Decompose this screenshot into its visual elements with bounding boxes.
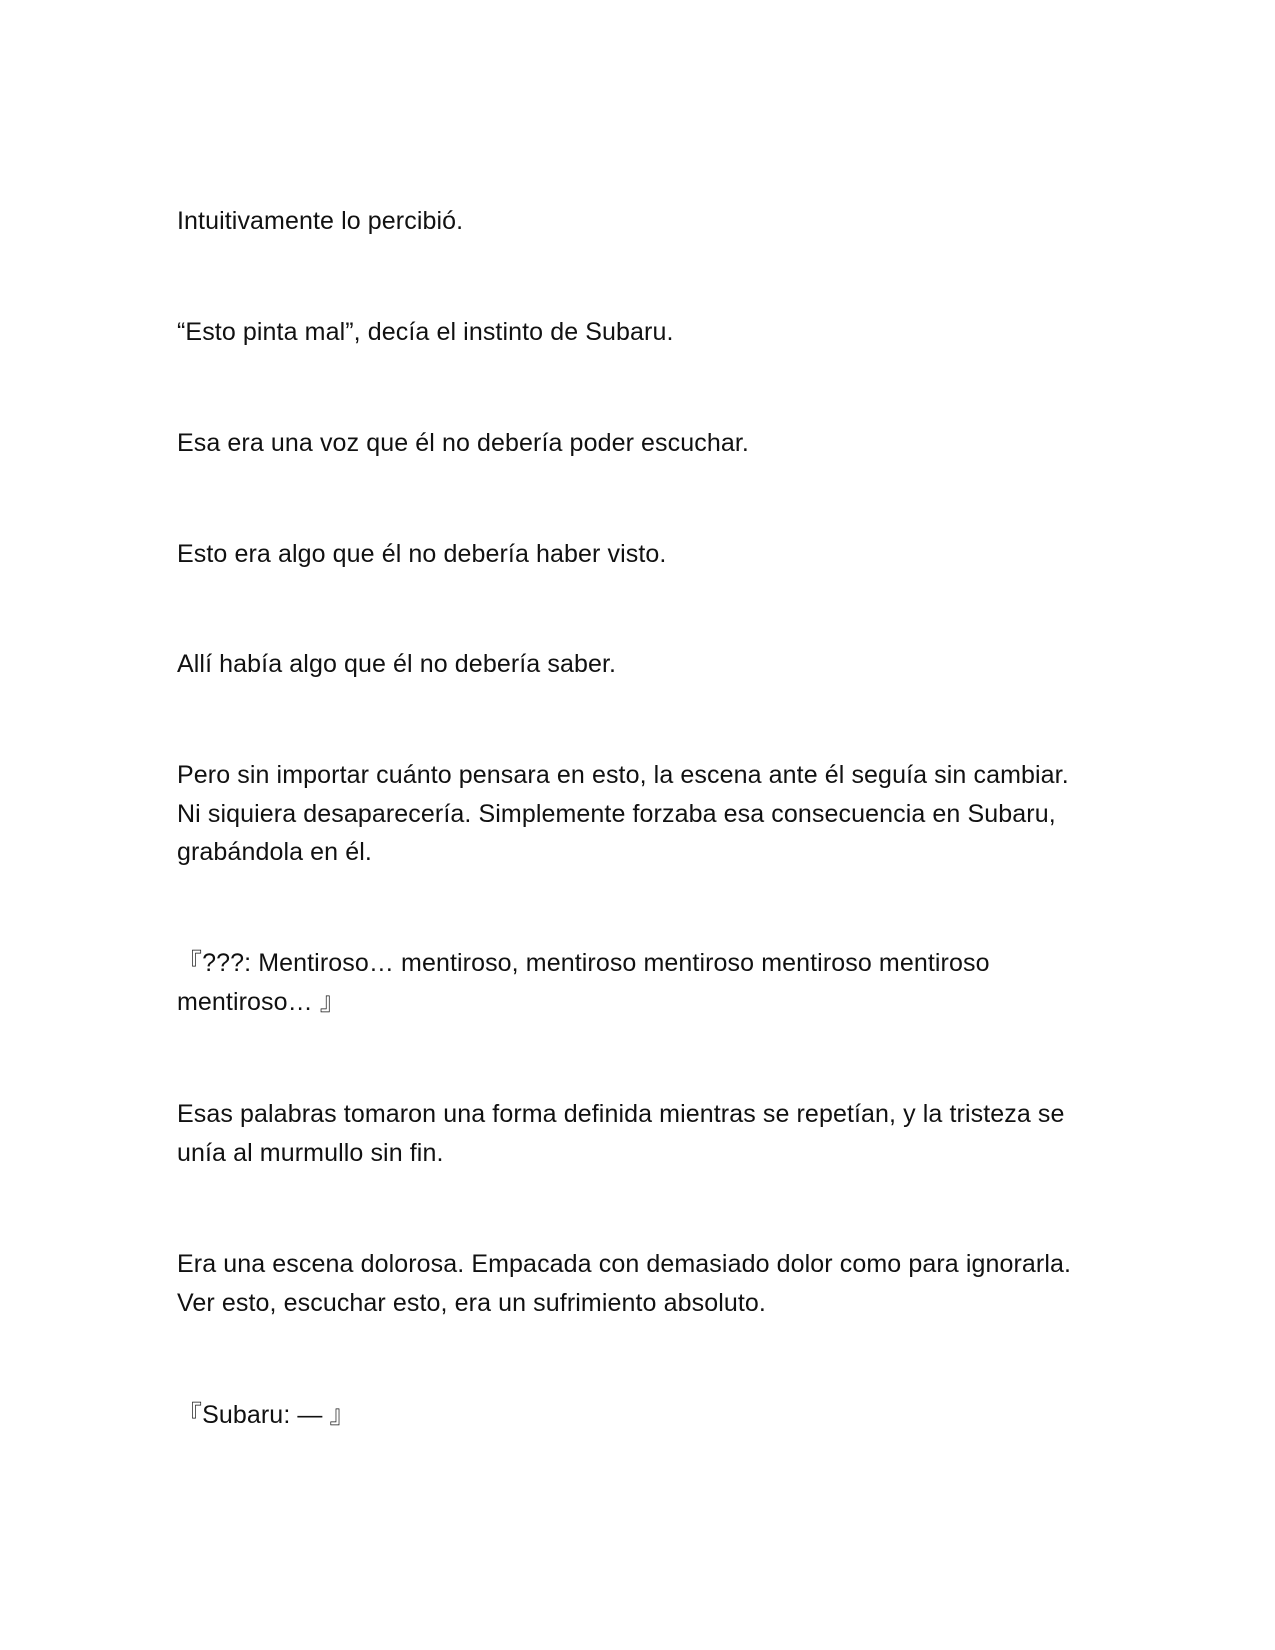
paragraph: Esto era algo que él no debería haber visto. bbox=[177, 540, 667, 568]
paragraph: Era una escena dolorosa. Empacada con demasiado dolor como para ignorarla. Ver esto, escuchar esto, era un sufrimiento absoluto. bbox=[177, 1250, 1072, 1317]
paragraph-quote: “Esto pinta mal”, decía el instinto de Subaru. bbox=[177, 318, 674, 346]
paragraph: Pero sin importar cuánto pensara en esto, la escena ante él seguía sin cambiar. Ni siquiera desaparecería. Simplemente forzaba esa consecuencia en Subaru, grabándola en él. bbox=[177, 761, 1069, 866]
dialogue-line: 『Subaru: — 』 bbox=[177, 1401, 355, 1429]
paragraph: Esas palabras tomaron una forma definida mientras se repetían, y la tristeza se unía al murmullo sin fin. bbox=[177, 1100, 1065, 1167]
paragraph: Intuitivamente lo percibió. bbox=[177, 207, 464, 235]
dialogue-line: 『???: Mentiroso… mentiroso, mentiroso mentiroso mentiroso mentiroso mentiroso… 』 bbox=[177, 949, 990, 1016]
paragraph: Esa era una voz que él no debería poder escuchar. bbox=[177, 429, 749, 457]
paragraph: Allí había algo que él no debería saber. bbox=[177, 650, 617, 678]
